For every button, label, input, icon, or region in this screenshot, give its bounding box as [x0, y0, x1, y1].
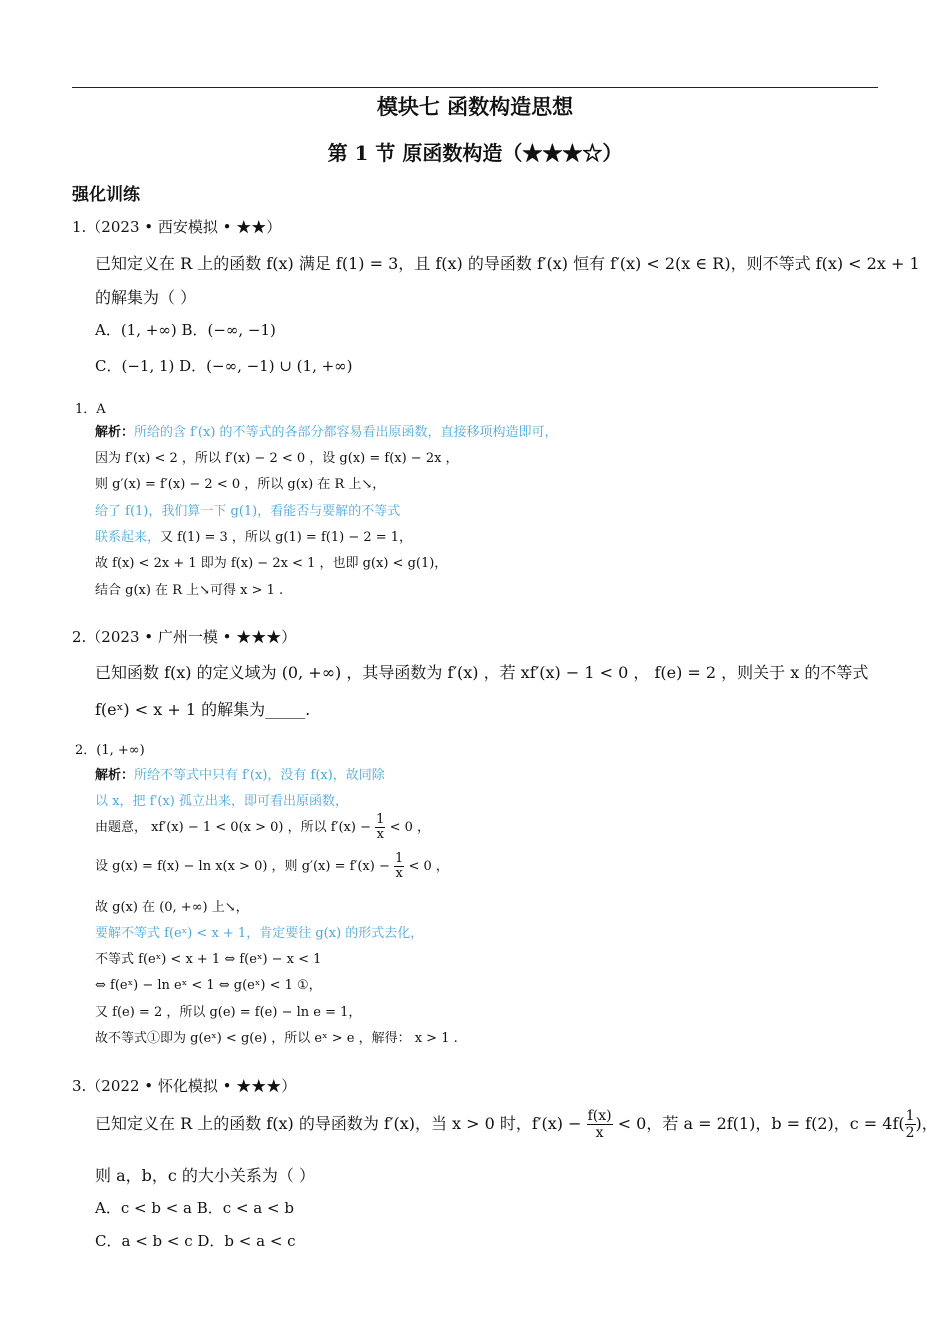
- q2-text-line2: f(eˣ) < x + 1 的解集为_____.: [95, 700, 311, 719]
- a1-hint1: 所给的含 f′(x) 的不等式的各部分都容易看出原函数，直接移项构造即可，: [134, 425, 558, 440]
- a2-hint2: 以 x，把 f′(x) 孤立出来，即可看出原函数，: [95, 794, 348, 809]
- a1-line2: 因为 f′(x) < 2 ，所以 f′(x) − 2 < 0 ，设 g(x) = f(x) − 2x ，: [95, 451, 459, 466]
- frac-denominator: x: [395, 866, 403, 881]
- q3-text-part3: )，: [915, 1114, 938, 1133]
- q1-text-line1: 已知定义在 R 上的函数 f(x) 满足 f(1) = 3，且 f(x) 的导函数 f′(x) 恒有 f′(x) < 2(x ∈ R)，则不等式 f(x) < 2x + 1: [95, 254, 920, 273]
- a2-line4-tail: < 0 ，: [408, 859, 449, 874]
- a1-line1: [95, 421, 558, 440]
- module-title: 模块七 函数构造思想: [376, 94, 574, 119]
- frac-numerator: f(x): [587, 1108, 612, 1124]
- a2-answer: 2．(1, +∞): [75, 743, 145, 758]
- a2-line7: 不等式 f(eˣ) < x + 1 ⇔ f(eˣ) − x < 1: [95, 952, 322, 967]
- q3-frac-half: [905, 1108, 916, 1141]
- q1-text-line2: 的解集为（ ）: [95, 288, 197, 307]
- q3-text-line2: 则 a，b，c 的大小关系为（ ）: [95, 1166, 316, 1185]
- a1-line7: 结合 g(x) 在 R 上↘可得 x > 1 .: [95, 583, 284, 598]
- a2-hint3: 要解不等式 f(eˣ) < x + 1，肯定要往 g(x) 的形式去化，: [95, 926, 424, 941]
- q3-text-part1: 已知定义在 R 上的函数 f(x) 的导函数为 f′(x)，当 x > 0 时，f′(x) −: [95, 1114, 582, 1133]
- a2-hint1: 所给不等式中只有 f′(x)，没有 f(x)，故同除: [134, 768, 385, 783]
- a2-line3-text: 由题意， xf′(x) − 1 < 0(x > 0) ，所以 f′(x) −: [95, 820, 371, 835]
- frac-numerator: 1: [376, 812, 385, 827]
- q3-frac-fx-over-x: [587, 1108, 613, 1141]
- q3-options-ab: A．c < b < a B．c < a < b: [95, 1199, 294, 1217]
- q2-heading: 2.（2023 • 广州一模 • ★★★）: [72, 628, 297, 646]
- frac-numerator: 1: [905, 1108, 915, 1124]
- a2-line8: ⇔ f(eˣ) − ln eˣ < 1 ⇔ g(eˣ) < 1 ①，: [95, 978, 322, 993]
- frac-numerator: 1: [395, 851, 404, 866]
- a2-line4-text: 设 g(x) = f(x) − ln x(x > 0) ，则 g′(x) = f′(x) −: [95, 859, 390, 874]
- a2-line3: [95, 813, 430, 842]
- a2-frac-1-over-x: [375, 813, 385, 842]
- q3-options-cd: C．a < b < c D．b < a < c: [95, 1232, 296, 1250]
- a2-label: 解析：: [95, 768, 135, 783]
- q1-options-cd: C．(−1, 1) D．(−∞, −1) ∪ (1, +∞): [95, 357, 353, 375]
- q3-text-line1: [95, 1108, 938, 1141]
- q3-heading: 3.（2022 • 怀化模拟 • ★★★）: [72, 1077, 297, 1095]
- a2-line9: 又 f(e) = 2 ，所以 g(e) = f(e) − ln e = 1，: [95, 1005, 362, 1020]
- frac-denominator: x: [595, 1125, 604, 1141]
- a1-line3: 则 g′(x) = f′(x) − 2 < 0 ，所以 g(x) 在 R 上↘，: [95, 477, 386, 492]
- q3-text-part2: < 0，若 a = 2f(1)，b = f(2)，c = 4f(: [617, 1114, 905, 1133]
- a1-label: 解析：: [95, 425, 135, 440]
- a2-line3-tail: < 0 ，: [389, 820, 430, 835]
- a2-line1: [95, 764, 385, 783]
- a1-line5-text: 又 f(1) = 3 ，所以 g(1) = f(1) − 2 = 1，: [160, 530, 413, 545]
- a1-line5: [95, 526, 412, 545]
- section-title: 第 1 节 原函数构造（★★★☆）: [327, 141, 623, 165]
- a1-line6: 故 f(x) < 2x + 1 即为 f(x) − 2x < 1 ，也即 g(x) < g(1)，: [95, 556, 448, 571]
- a1-hint2: 给了 f(1)，我们算一下 g(1)，看能否与要解的不等式: [95, 504, 401, 519]
- frac-denominator: x: [376, 827, 384, 842]
- a2-line5: 故 g(x) 在 (0, +∞) 上↘，: [95, 900, 249, 915]
- a2-line10: 故不等式①即为 g(eˣ) < g(e) ，所以 eˣ > e ，解得： x > 1 .: [95, 1031, 458, 1046]
- a2-frac-1-over-x-2: [394, 852, 404, 881]
- a1-answer: 1．A: [75, 402, 106, 417]
- a2-line4: [95, 852, 449, 881]
- a1-hint3: 联系起来，: [95, 530, 161, 545]
- q1-options-ab: A．(1, +∞) B．(−∞, −1): [95, 321, 276, 339]
- subheading: 强化训练: [72, 185, 140, 205]
- q1-heading: 1.（2023 • 西安模拟 • ★★）: [72, 218, 282, 236]
- top-rule: [72, 87, 878, 88]
- q2-text-line1: 已知函数 f(x) 的定义域为 (0, +∞) ，其导函数为 f′(x) ，若 xf′(x) − 1 < 0 ， f(e) = 2 ，则关于 x 的不等式: [95, 663, 869, 682]
- frac-denominator: 2: [905, 1125, 915, 1141]
